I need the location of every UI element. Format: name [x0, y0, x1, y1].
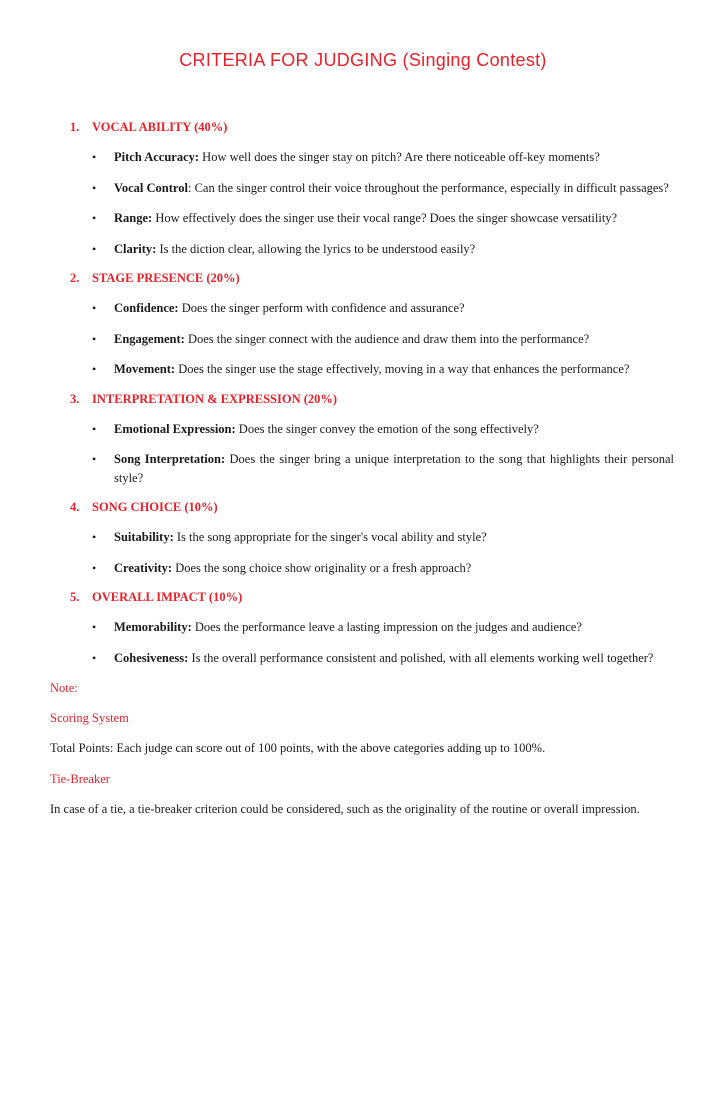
bullet-icon: •: [92, 150, 97, 164]
section-title: STAGE PRESENCE (20%): [92, 271, 240, 285]
bullet-icon: •: [92, 241, 97, 256]
criteria-item: [92, 528, 676, 547]
criteria-description: Does the singer convey the emotion of the song effectively?: [235, 421, 539, 436]
criteria-item: [92, 179, 676, 198]
criteria-description: Is the song appropriate for the singer's vocal ability and style?: [173, 530, 487, 544]
page-title: CRITERIA FOR JUDGING (Singing Contest): [179, 50, 547, 70]
criteria-term: Suitability:: [114, 530, 174, 544]
criteria-item: [92, 618, 676, 637]
criteria-section: [50, 499, 676, 577]
criteria-description: : Can the singer control their voice throughout the performance, especially in difficult passages?: [187, 180, 669, 195]
criteria-description: How well does the singer stay on pitch? Are there noticeable off-key moments?: [199, 150, 600, 164]
section-heading: [70, 270, 676, 287]
section-heading: [70, 499, 676, 516]
bullet-icon: •: [92, 560, 97, 575]
bullet-icon: •: [92, 211, 97, 225]
criteria-description: Does the singer perform with confidence and assurance?: [178, 301, 465, 315]
criteria-list: [50, 119, 676, 667]
section-title: INTERPRETATION & EXPRESSION (20%): [92, 391, 338, 406]
criteria-section: [50, 270, 676, 379]
criteria-description: Is the diction clear, allowing the lyrics to be understood easily?: [156, 241, 476, 256]
criteria-section: [50, 119, 676, 258]
bullet-icon: •: [92, 301, 97, 315]
criteria-description: Does the performance leave a lasting impression on the judges and audience?: [191, 620, 582, 634]
criteria-term: Movement:: [114, 362, 176, 376]
bullet-icon: •: [92, 421, 97, 436]
section-title: VOCAL ABILITY (40%): [92, 120, 228, 134]
section-title: SONG CHOICE (10%): [92, 500, 218, 514]
note-block: [50, 679, 676, 818]
tie-breaker-text: In case of a tie, a tie-breaker criterion could be considered, such as the originality of the routine or overall impression.: [50, 801, 640, 816]
criteria-term: Emotional Expression:: [114, 421, 236, 436]
criteria-term: Range:: [114, 211, 153, 225]
section-title: OVERALL IMPACT (10%): [92, 590, 243, 604]
criteria-term: Pitch Accuracy:: [114, 150, 200, 164]
criteria-item: [92, 420, 676, 439]
tie-breaker-heading: Tie-Breaker: [50, 771, 110, 786]
criteria-item: [92, 209, 676, 228]
criteria-item: [92, 299, 676, 318]
bullet-icon: •: [92, 530, 97, 544]
scoring-system-heading: Scoring System: [50, 711, 129, 725]
bullet-icon: •: [92, 452, 97, 466]
criteria-items: [50, 618, 676, 667]
criteria-item: [92, 240, 676, 259]
criteria-item: [92, 450, 676, 487]
criteria-term: Clarity:: [114, 241, 157, 256]
section-number: 4.: [70, 500, 80, 514]
criteria-item: [92, 649, 676, 668]
criteria-item: [92, 148, 676, 167]
criteria-description: How effectively does the singer use their vocal range? Does the singer showcase versatility?: [152, 211, 618, 225]
section-number: 3.: [70, 391, 80, 406]
section-number: 1.: [70, 120, 80, 134]
criteria-term: Creativity:: [114, 560, 173, 575]
bullet-icon: •: [92, 620, 97, 634]
note-label: Note:: [50, 681, 78, 695]
bullet-icon: •: [92, 331, 97, 346]
criteria-section: [50, 589, 676, 667]
section-heading: [70, 391, 676, 408]
criteria-items: [50, 528, 676, 577]
bullet-icon: •: [92, 362, 97, 376]
criteria-term: Memorability:: [114, 620, 192, 634]
section-heading: [70, 589, 676, 606]
criteria-description: Does the singer connect with the audience and draw them into the performance?: [184, 331, 590, 346]
section-number: 2.: [70, 271, 80, 285]
bullet-icon: •: [92, 650, 97, 665]
criteria-description: Does the singer use the stage effectively, moving in a way that enhances the performance?: [175, 362, 630, 376]
scoring-system-text: Total Points: Each judge can score out of 100 points, with the above categories adding up to 100%.: [50, 741, 546, 755]
criteria-items: [50, 148, 676, 258]
section-heading: [70, 119, 676, 136]
criteria-description: Does the song choice show originality or a fresh approach?: [172, 560, 472, 575]
criteria-section: [50, 391, 676, 488]
criteria-term: Confidence:: [114, 301, 179, 315]
criteria-items: [50, 299, 676, 379]
criteria-item: [92, 559, 676, 578]
criteria-description: Is the overall performance consistent and polished, with all elements working well together?: [188, 650, 654, 665]
criteria-term: Engagement:: [114, 331, 185, 346]
criteria-item: [92, 360, 676, 379]
section-number: 5.: [70, 590, 80, 604]
criteria-term: Vocal Control: [114, 180, 188, 195]
bullet-icon: •: [92, 180, 97, 195]
criteria-term: Song Interpretation:: [114, 452, 226, 466]
criteria-item: [92, 330, 676, 349]
criteria-term: Cohesiveness:: [114, 650, 189, 665]
criteria-description: Does the singer bring a unique interpretation to the song that highlights their personal style?: [114, 452, 674, 485]
criteria-items: [50, 420, 676, 488]
